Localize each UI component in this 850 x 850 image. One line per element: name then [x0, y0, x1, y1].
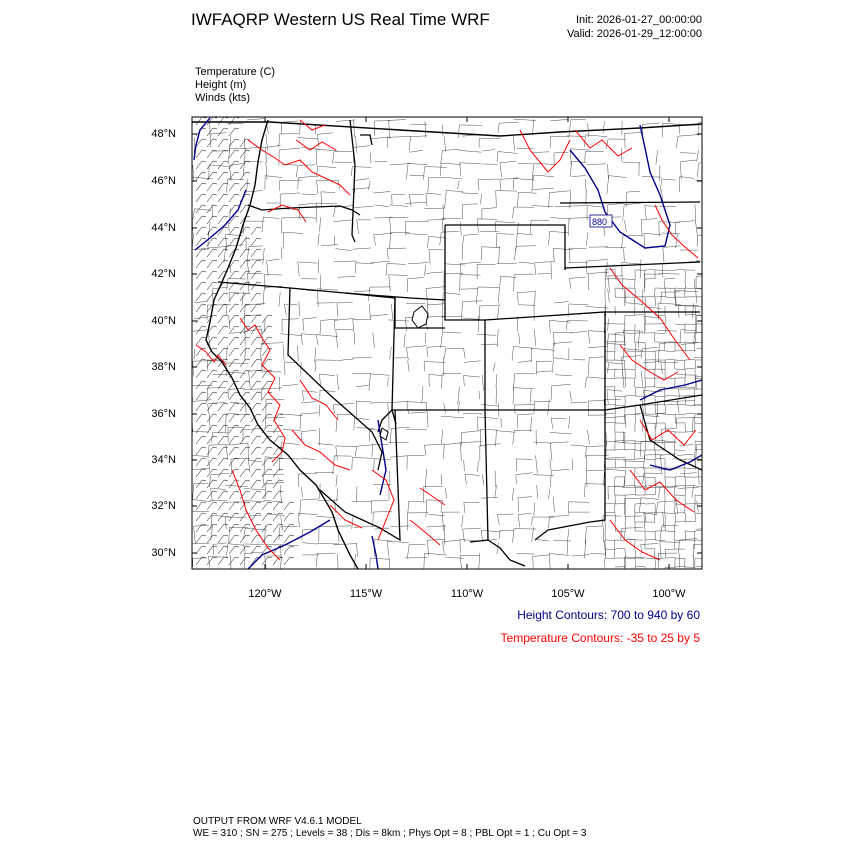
lat-label-40n: 40°N	[151, 315, 176, 327]
lat-label-44n: 44°N	[151, 222, 176, 234]
lat-label-32n: 32°N	[151, 500, 176, 512]
lon-label-120w: 120°W	[248, 588, 282, 600]
model-info-line2: WE = 310 ; SN = 275 ; Levels = 38 ; Dis = 8km ; Phys Opt = 8 ; PBL Opt = 1 ; Cu Opt = 3	[193, 828, 587, 839]
lat-label-48n: 48°N	[151, 128, 176, 140]
lon-label-115w: 115°W	[349, 588, 383, 600]
lat-label-42n: 42°N	[151, 268, 176, 280]
lat-label-36n: 36°N	[151, 408, 176, 420]
lon-label-110w: 110°W	[450, 588, 484, 600]
height-contours-legend: Height Contours: 700 to 940 by 60	[517, 608, 700, 622]
lat-label-46n: 46°N	[151, 175, 176, 187]
temperature-contours-legend: Temperature Contours: -35 to 25 by 5	[500, 631, 700, 645]
height-contour-label: 880	[592, 217, 608, 227]
field-temperature: Temperature (C)	[195, 66, 276, 78]
model-info-line1: OUTPUT FROM WRF V4.6.1 MODEL	[193, 816, 362, 827]
lat-label-38n: 38°N	[151, 361, 176, 373]
lat-label-34n: 34°N	[151, 454, 176, 466]
map-title: IWFAQRP Western US Real Time WRF	[191, 10, 490, 29]
lon-label-100w: 100°W	[652, 588, 686, 600]
init-time: Init: 2026-01-27_00:00:00	[576, 14, 702, 26]
lon-label-105w: 105°W	[551, 588, 585, 600]
valid-time: Valid: 2026-01-29_12:00:00	[567, 28, 702, 40]
field-winds: Winds (kts)	[195, 92, 250, 104]
field-height: Height (m)	[195, 79, 247, 91]
lat-label-30n: 30°N	[151, 547, 176, 559]
